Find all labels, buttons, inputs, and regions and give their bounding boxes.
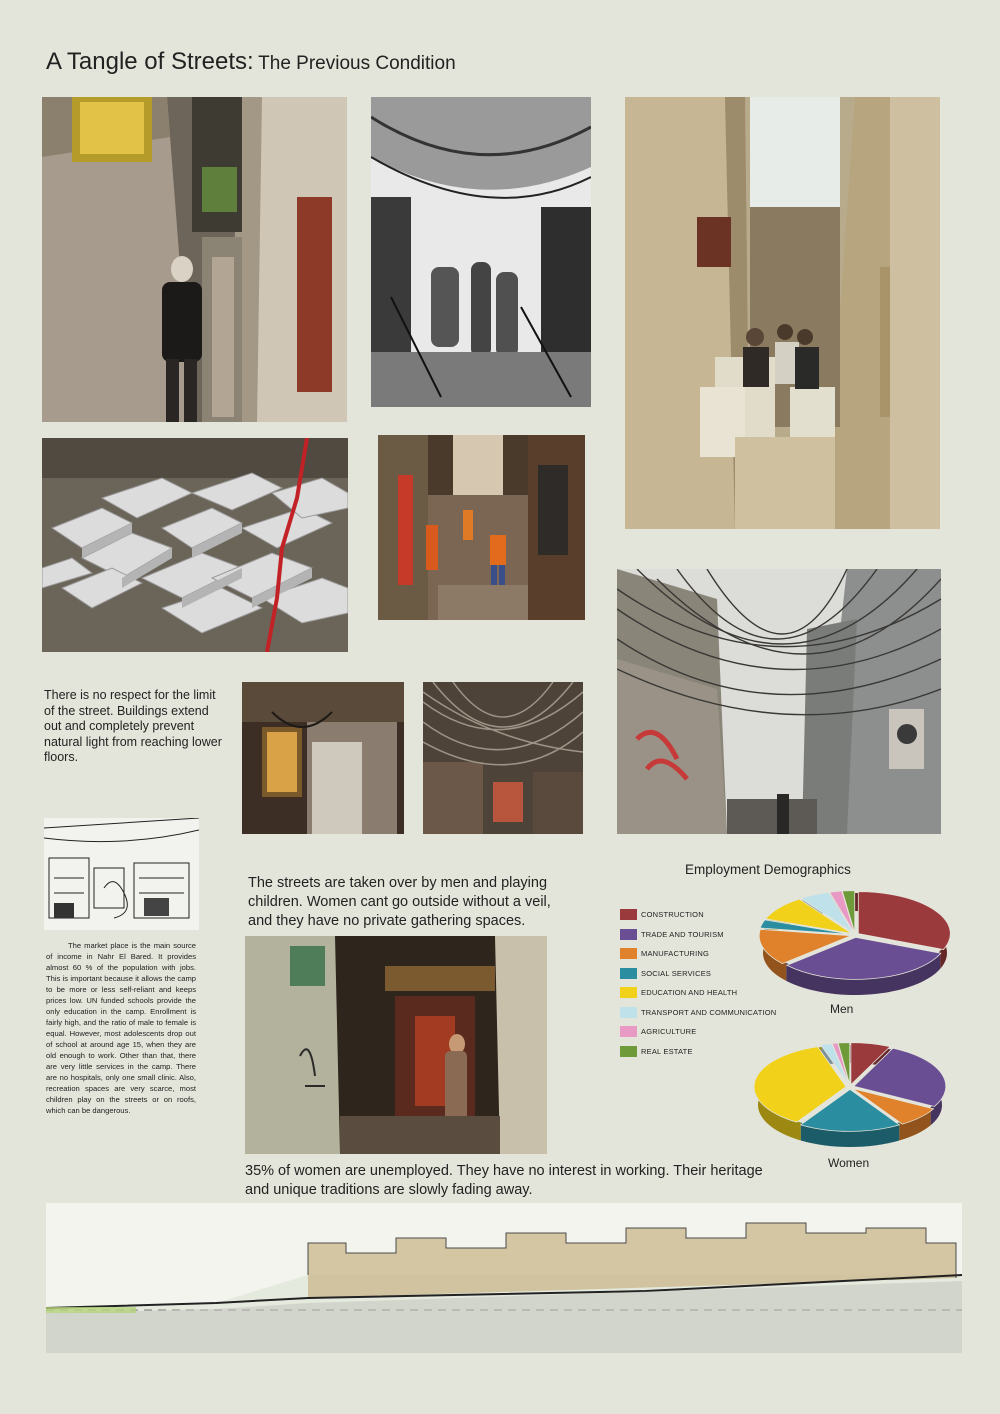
massing-model-render bbox=[42, 438, 348, 652]
title-main: A Tangle of Streets: bbox=[46, 48, 254, 75]
legend-label: SOCIAL SERVICES bbox=[641, 968, 712, 978]
street-section-drawing bbox=[46, 1203, 962, 1353]
market-paragraph: The market place is the main source of income in Nahr El Bared. It provides almost 60 % of the population with jobs. This is important because it allows the camp to be more or less self-reliant and keeps prices low. UN funded schools provide the only education in the camp. Enrollment is fairly high, and the ratio of male to female is equal. However, most adolescents drop out of school at around age 15, when they are old enough to work. Other than that, there are very little services in the camp. There are no hospitals, only one small clinic. Also, recreation spaces are very scarce, most children play on the streets or on roofs, which can be dangerous. bbox=[46, 941, 196, 1115]
woman-alley-photo bbox=[245, 936, 547, 1154]
legend-label: EDUCATION AND HEALTH bbox=[641, 988, 738, 998]
women-pie-chart bbox=[745, 1035, 955, 1160]
men-sitting-alley-photo bbox=[625, 97, 940, 529]
chart-title: Employment Demographics bbox=[685, 862, 851, 877]
legend-label: TRANSPORT AND COMMUNICATION bbox=[641, 1007, 777, 1017]
children-alley-photo bbox=[378, 435, 585, 620]
men-pie-label: Men bbox=[830, 1002, 854, 1016]
market-sketch bbox=[44, 818, 199, 930]
legend-label: CONSTRUCTION bbox=[641, 910, 704, 920]
legend-label: MANUFACTURING bbox=[641, 949, 710, 959]
women-caption: 35% of women are unemployed. They have no interest in working. Their heritage and unique traditions are slowly fading away. bbox=[245, 1163, 763, 1198]
legend-swatch bbox=[620, 948, 637, 959]
legend-swatch bbox=[620, 1046, 637, 1057]
women-pie-label: Women bbox=[828, 1156, 870, 1170]
page-title bbox=[46, 48, 456, 76]
wires-street-photo bbox=[617, 569, 941, 834]
men-pie-chart bbox=[745, 880, 955, 1010]
legend-swatch bbox=[620, 1026, 637, 1037]
legend-swatch bbox=[620, 968, 637, 979]
legend-swatch bbox=[620, 1007, 637, 1018]
legend-swatch bbox=[620, 987, 637, 998]
legend-swatch bbox=[620, 929, 637, 940]
legend-label: AGRICULTURE bbox=[641, 1027, 697, 1037]
title-sub: The Previous Condition bbox=[258, 53, 456, 74]
legend-label: TRADE AND TOURISM bbox=[641, 929, 724, 939]
men-streets-caption: The streets are taken over by men and playing children. Women cant go outside without a veil, and they have no private gathering spaces. bbox=[248, 875, 551, 929]
legend-swatch bbox=[620, 909, 637, 920]
legend-label: REAL ESTATE bbox=[641, 1046, 693, 1056]
charcoal-sketch bbox=[371, 97, 591, 407]
alley-photo-man bbox=[42, 97, 347, 422]
street-limit-caption: There is no respect for the limit of the street. Buildings extend out and completely prevent natural light from reaching lower floors. bbox=[44, 688, 222, 764]
tangled-wires-photo bbox=[423, 682, 583, 834]
window-light-photo bbox=[242, 682, 404, 834]
